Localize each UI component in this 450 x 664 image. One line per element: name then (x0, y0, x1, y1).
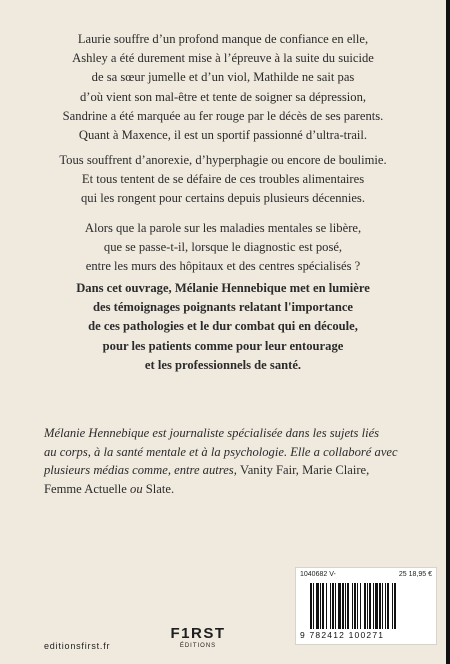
synopsis-paragraph-3 (0, 219, 446, 277)
text-line: Dans cet ouvrage, Mélanie Hennebique met en lumière (76, 281, 370, 295)
price: 25 18,95 € (398, 571, 432, 578)
media-names: Slate. (142, 481, 175, 496)
publisher-logo (168, 626, 228, 650)
synopsis-highlight-paragraph (0, 279, 446, 375)
text-line: et les professionnels de santé. (144, 357, 302, 372)
text-line: Alors que la parole sur les maladies mentales se libère, (84, 221, 362, 235)
synopsis-paragraph-1 (0, 30, 446, 145)
text-line: de ces pathologies et le dur combat qui en découle, (88, 319, 358, 334)
bio-text: est journaliste spécialisée dans les sujets liés (149, 426, 380, 440)
bio-text: ou (130, 481, 143, 496)
text-line: pour les patients comme pour leur entourage (102, 338, 344, 353)
product-code: 1040682 V- (300, 571, 336, 578)
bio-text: plusieurs médias comme, entre autres, (44, 463, 240, 478)
synopsis-paragraph-2 (0, 151, 446, 209)
media-names: Vanity Fair, Marie Claire, (240, 463, 370, 478)
bio-line (44, 480, 424, 499)
text-line: Quant à Maxence, il est un sportif passionné d’ultra-trail. (78, 128, 368, 143)
barcode-bars-icon (310, 583, 428, 629)
text-line: de sa sœur jumelle et d’un viol, Mathilde ne sait pas (91, 70, 355, 85)
book-edge (446, 0, 450, 664)
text-line: Laurie souffre d’un profond manque de confiance en elle, (77, 32, 369, 46)
text-line: entre les murs des hôpitaux et des centres spécialisés ? (85, 259, 361, 274)
author-bio (44, 424, 424, 498)
barcode-label (295, 567, 437, 645)
publisher-website: editionsfirst.fr (44, 641, 111, 651)
bio-line (44, 461, 424, 480)
text-line: Sandrine a été marquée au fer rouge par le décès de ses parents. (62, 108, 384, 123)
bio-line: au corps, à la santé mentale et à la psychologie. Elle a collaboré avec (44, 444, 398, 459)
barcode-header (300, 571, 432, 578)
text-line: qui les rongent pour certains depuis plusieurs décennies. (81, 191, 365, 206)
text-line: Et tous tentent de se défaire de ces troubles alimentaires (81, 172, 365, 187)
publisher-logo-text: F1RST (170, 625, 226, 642)
text-line: que se passe-t-il, lorsque le diagnostic est posé, (103, 240, 343, 255)
text-line: Tous souffrent d’anorexie, d’hyperphagie ou encore de boulimie. (59, 153, 387, 167)
text-line: d’où vient son mal-être et tente de soigner sa dépression, (79, 89, 367, 104)
bio-line (44, 424, 424, 443)
text-line: des témoignages poignants relatant l'importance (92, 300, 354, 315)
media-names: Femme Actuelle (44, 481, 131, 496)
text-line: Ashley a été durement mise à l’épreuve à la suite du suicide (72, 51, 374, 66)
author-name: Mélanie Hennebique (44, 426, 150, 440)
publisher-logo-subtitle: ÉDITIONS (179, 643, 217, 649)
isbn-number: 9 782412 100271 (300, 630, 385, 640)
